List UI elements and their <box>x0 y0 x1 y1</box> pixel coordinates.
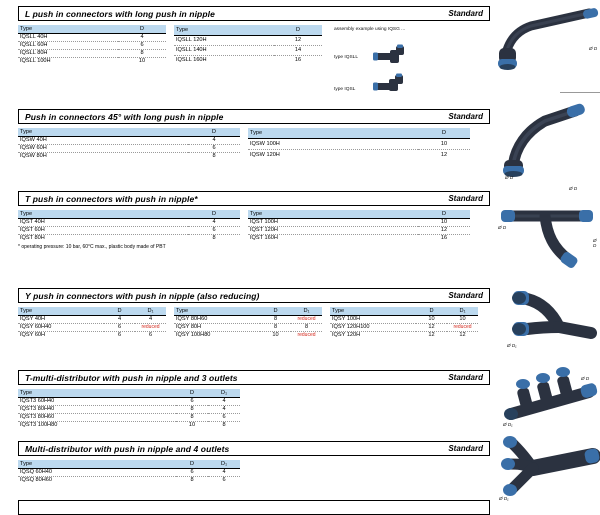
cell-d1: 6 <box>222 477 226 484</box>
data-table <box>248 210 470 242</box>
column-header-type: Type <box>18 25 118 33</box>
table-row <box>330 323 478 331</box>
cell-type: IQSLL 60H <box>18 41 118 49</box>
table-row <box>248 234 470 242</box>
table-header-row <box>18 307 166 315</box>
dimension-label-d: Ø D <box>505 175 514 180</box>
table-row <box>18 234 240 242</box>
cell-d: 10 <box>138 58 146 65</box>
label-text: type IQSL <box>334 87 356 92</box>
cell-type: IQSY 60H <box>20 332 46 339</box>
dimension-label-d-right: Ø D <box>593 238 597 248</box>
cell-d: 8 <box>212 235 216 242</box>
cell-type: IQSY 120H <box>332 332 361 339</box>
column-header-type: Type <box>18 460 176 468</box>
assembly-example-drawing-2 <box>372 72 420 98</box>
cell-d: 8 <box>260 323 291 331</box>
table-row <box>174 331 322 339</box>
table-row <box>174 35 322 45</box>
cell-type: IQSLL 100H <box>20 58 51 65</box>
cell-d1: 6 <box>208 413 240 421</box>
column-header-type: Type <box>18 210 188 218</box>
table-row <box>18 144 240 152</box>
table-row <box>18 405 240 413</box>
table-header-row <box>18 210 240 218</box>
cell-reduced-flag: reduced <box>297 332 316 339</box>
cell-type: IQSLL 140H <box>174 45 274 55</box>
column-header-d1: D₁ <box>447 307 478 315</box>
photo-t3-distributor <box>497 362 600 438</box>
dimension-label-d1: Ø D₁ <box>499 496 509 501</box>
table-row <box>174 315 322 323</box>
data-table <box>18 210 240 242</box>
cell-d: 12 <box>440 151 448 158</box>
cell-type: IQSW 120H <box>250 151 280 158</box>
cell-d1: 4 <box>135 315 166 323</box>
section-header <box>18 370 490 385</box>
cell-d: 8 <box>176 413 208 421</box>
cell-type: IQSLL 160H <box>176 57 207 64</box>
column-header-d1: D₁ <box>208 389 240 397</box>
cell-type: IQSY 120H100 <box>330 323 416 331</box>
table-row <box>18 136 240 144</box>
table-header-row <box>174 25 322 35</box>
cell-type: IQSY 100H <box>330 315 416 323</box>
cell-type: IQST3 100H80 <box>20 422 58 429</box>
column-header-type: Type <box>174 307 260 315</box>
column-header-type: Type <box>248 210 418 218</box>
section-title: T-multi-distributor with push in nipple and 3 outlets <box>25 372 238 383</box>
table-row <box>18 421 240 429</box>
cell-d: 12 <box>416 323 447 331</box>
section-header-next-partial <box>18 500 490 515</box>
cell-d: 4 <box>104 315 135 323</box>
cell-d: 10 <box>418 218 470 226</box>
photo-l-connector <box>497 4 600 84</box>
cell-type: IQST 100H <box>248 218 418 226</box>
cell-d: 14 <box>274 45 322 55</box>
section-t-push-in <box>18 191 490 250</box>
standard-badge: Standard <box>448 373 483 382</box>
table-row <box>18 57 166 65</box>
cell-d1: 4 <box>208 397 240 405</box>
column-header-type: Type <box>18 307 104 315</box>
section-header <box>18 6 490 21</box>
section-title: Multi-distributor with push in nipple and 4 outlets <box>25 443 230 454</box>
cell-d1: 8 <box>291 323 322 331</box>
column-header-d1: D₁ <box>208 460 240 468</box>
cell-d: 6 <box>118 41 166 49</box>
column-header-type: Type <box>330 307 416 315</box>
table-row <box>248 218 470 226</box>
section-title: T push in connectors with push in nipple* <box>25 193 198 204</box>
table-header-row <box>330 307 478 315</box>
column-header-d: D <box>176 460 208 468</box>
standard-badge: Standard <box>448 194 483 203</box>
column-header-type: Type <box>174 25 274 35</box>
section-t-multi-distributor <box>18 370 490 429</box>
data-table <box>18 128 240 160</box>
cell-type: IQST 120H <box>248 226 418 234</box>
table-row <box>248 226 470 234</box>
data-table <box>18 307 166 339</box>
table-header-row <box>18 389 240 397</box>
section-tables <box>18 460 490 484</box>
cell-d: 12 <box>274 35 322 45</box>
cell-d1: 10 <box>447 315 478 323</box>
column-header-d1: D₁ <box>291 307 322 315</box>
cell-reduced-flag: reduced <box>135 323 166 331</box>
assembly-example-drawing-1 <box>372 44 420 68</box>
cell-type: IQST3 80H40 <box>18 405 176 413</box>
cell-d: 4 <box>188 136 240 144</box>
cell-type: IQSLL 40H <box>18 33 118 41</box>
dimension-label-d: Ø D <box>581 376 590 381</box>
cell-type: IQSY 60H40 <box>18 323 104 331</box>
table-header-row <box>248 210 470 218</box>
table-header-row <box>248 128 470 139</box>
cell-type: IQSW 60H <box>18 144 188 152</box>
table-row <box>18 218 240 226</box>
cell-d: 8 <box>212 153 216 160</box>
assembly-example-caption <box>334 27 484 32</box>
section-push-in-45 <box>18 109 490 160</box>
column-header-d1: D₁ <box>135 307 166 315</box>
section-tables <box>18 307 490 339</box>
cell-d: 8 <box>260 315 291 323</box>
table-row <box>18 331 166 339</box>
data-table <box>248 128 470 160</box>
table-row <box>18 33 166 41</box>
cell-type: IQSQ 60H40 <box>18 468 176 476</box>
cell-type: IQSY 100H80 <box>176 332 211 339</box>
standard-badge: Standard <box>448 291 483 300</box>
section-header <box>18 191 490 206</box>
table-row <box>18 323 166 331</box>
section-header <box>18 288 490 303</box>
cell-d: 6 <box>104 323 135 331</box>
cell-d: 6 <box>176 397 208 405</box>
cell-d: 12 <box>428 332 435 339</box>
table-row <box>18 49 166 57</box>
dimension-label-d1: Ø D₁ <box>503 422 513 427</box>
cell-type: IQSLL 80H <box>18 49 118 57</box>
table-header-row <box>18 128 240 136</box>
data-table <box>174 25 322 65</box>
table-row <box>18 468 240 476</box>
cell-type: IQST 60H <box>18 226 188 234</box>
cell-d: 6 <box>188 226 240 234</box>
column-header-d: D <box>188 210 240 218</box>
table-row <box>174 45 322 55</box>
cell-type: IQSY 80H <box>174 323 260 331</box>
table-header-row <box>18 25 166 33</box>
section-y-push-in <box>18 288 490 339</box>
cell-d: 16 <box>440 235 448 242</box>
assembly-example-label-1 <box>334 55 358 60</box>
assembly-example-text: assembly example using IQSG ... <box>334 27 406 32</box>
section-tables <box>18 389 490 429</box>
cell-reduced-flag: reduced <box>291 315 322 323</box>
dimension-label-d-left: Ø D <box>498 225 507 230</box>
table-row <box>330 331 478 339</box>
cell-d1: 4 <box>208 405 240 413</box>
cell-d1: 4 <box>208 468 240 476</box>
column-header-d: D <box>274 25 322 35</box>
section-header <box>18 109 490 124</box>
table-row <box>18 41 166 49</box>
section-header <box>18 441 490 456</box>
table-row <box>174 55 322 65</box>
cell-type: IQSY 40H <box>18 315 104 323</box>
cell-d: 10 <box>416 315 447 323</box>
cell-type: IQSQ 80H60 <box>20 477 53 484</box>
column-header-d: D <box>104 307 135 315</box>
section-title: Y push in connectors with push in nipple (also reducing) <box>25 290 260 301</box>
cell-type: IQSW 80H <box>20 153 47 160</box>
table-row <box>18 226 240 234</box>
footnote: * operating pressure: 10 bar, 60°C max., plastic body made of PBT <box>18 243 166 250</box>
column-header-d: D <box>418 128 470 139</box>
cell-type: IQSW 40H <box>18 136 188 144</box>
data-table <box>174 307 322 339</box>
assembly-example-label-2 <box>334 87 355 92</box>
table-row <box>18 152 240 160</box>
cell-d1: 8 <box>222 422 226 429</box>
dimension-label-d: Ø D <box>589 46 598 51</box>
cell-type: IQST 80H <box>20 235 45 242</box>
data-table <box>18 25 166 65</box>
cell-d: 8 <box>190 477 194 484</box>
cell-d: 8 <box>176 405 208 413</box>
cell-d: 12 <box>418 226 470 234</box>
table-header-row <box>174 307 322 315</box>
dimension-label-d1: Ø D₁ <box>507 343 517 348</box>
column-header-d: D <box>118 25 166 33</box>
table-row <box>330 315 478 323</box>
standard-badge: Standard <box>448 112 483 121</box>
cell-d1: 6 <box>148 332 153 339</box>
table-header-row <box>18 460 240 468</box>
cell-type: IQSLL 120H <box>174 35 274 45</box>
section-tables <box>18 128 490 160</box>
table-row <box>18 476 240 484</box>
photo-t-connector <box>497 186 600 276</box>
data-table <box>330 307 478 339</box>
cell-d: 6 <box>188 144 240 152</box>
cell-d1: 12 <box>459 332 466 339</box>
photo-q4-distributor <box>497 434 600 504</box>
table-row <box>18 315 166 323</box>
cell-type: IQST 160H <box>250 235 278 242</box>
cell-d: 6 <box>176 468 208 476</box>
cell-d: 4 <box>188 218 240 226</box>
data-table <box>18 460 240 484</box>
standard-badge: Standard <box>448 444 483 453</box>
cell-d: 10 <box>418 139 470 150</box>
cell-d: 4 <box>118 33 166 41</box>
column-header-type: Type <box>18 389 176 397</box>
cell-type: IQST3 80H60 <box>18 413 176 421</box>
table-row <box>18 413 240 421</box>
cell-type: IQSW 100H <box>248 139 418 150</box>
photo-45-connector <box>497 103 600 179</box>
table-row <box>174 323 322 331</box>
section-title: L push in connectors with long push in nipple <box>25 8 215 19</box>
column-header-d: D <box>416 307 447 315</box>
cell-d: 16 <box>294 57 302 64</box>
section-title: Push in connectors 45° with long push in nipple <box>25 111 224 122</box>
column-header-d: D <box>188 128 240 136</box>
dimension-label-d-top: Ø D <box>569 186 578 191</box>
standard-badge: Standard <box>448 9 483 18</box>
column-header-type: Type <box>248 128 418 139</box>
cell-reduced-flag: reduced <box>447 323 478 331</box>
cell-d: 8 <box>118 49 166 57</box>
cell-d: 6 <box>117 332 122 339</box>
label-text: type IQSLL <box>334 55 358 60</box>
column-header-d: D <box>176 389 208 397</box>
divider-line <box>560 92 600 93</box>
section-multi-distributor-4 <box>18 441 490 484</box>
cell-d: 10 <box>188 422 196 429</box>
data-table <box>18 389 240 429</box>
table-row <box>248 139 470 150</box>
column-header-d: D <box>260 307 291 315</box>
table-row <box>248 149 470 159</box>
cell-type: IQST 40H <box>18 218 188 226</box>
table-row <box>18 397 240 405</box>
cell-d: 10 <box>272 332 279 339</box>
column-header-d: D <box>418 210 470 218</box>
cell-type: IQST3 60H40 <box>18 397 176 405</box>
section-tables <box>18 210 490 242</box>
cell-type: IQSY 80H60 <box>174 315 260 323</box>
photo-y-connector <box>497 281 600 367</box>
column-header-type: Type <box>18 128 188 136</box>
